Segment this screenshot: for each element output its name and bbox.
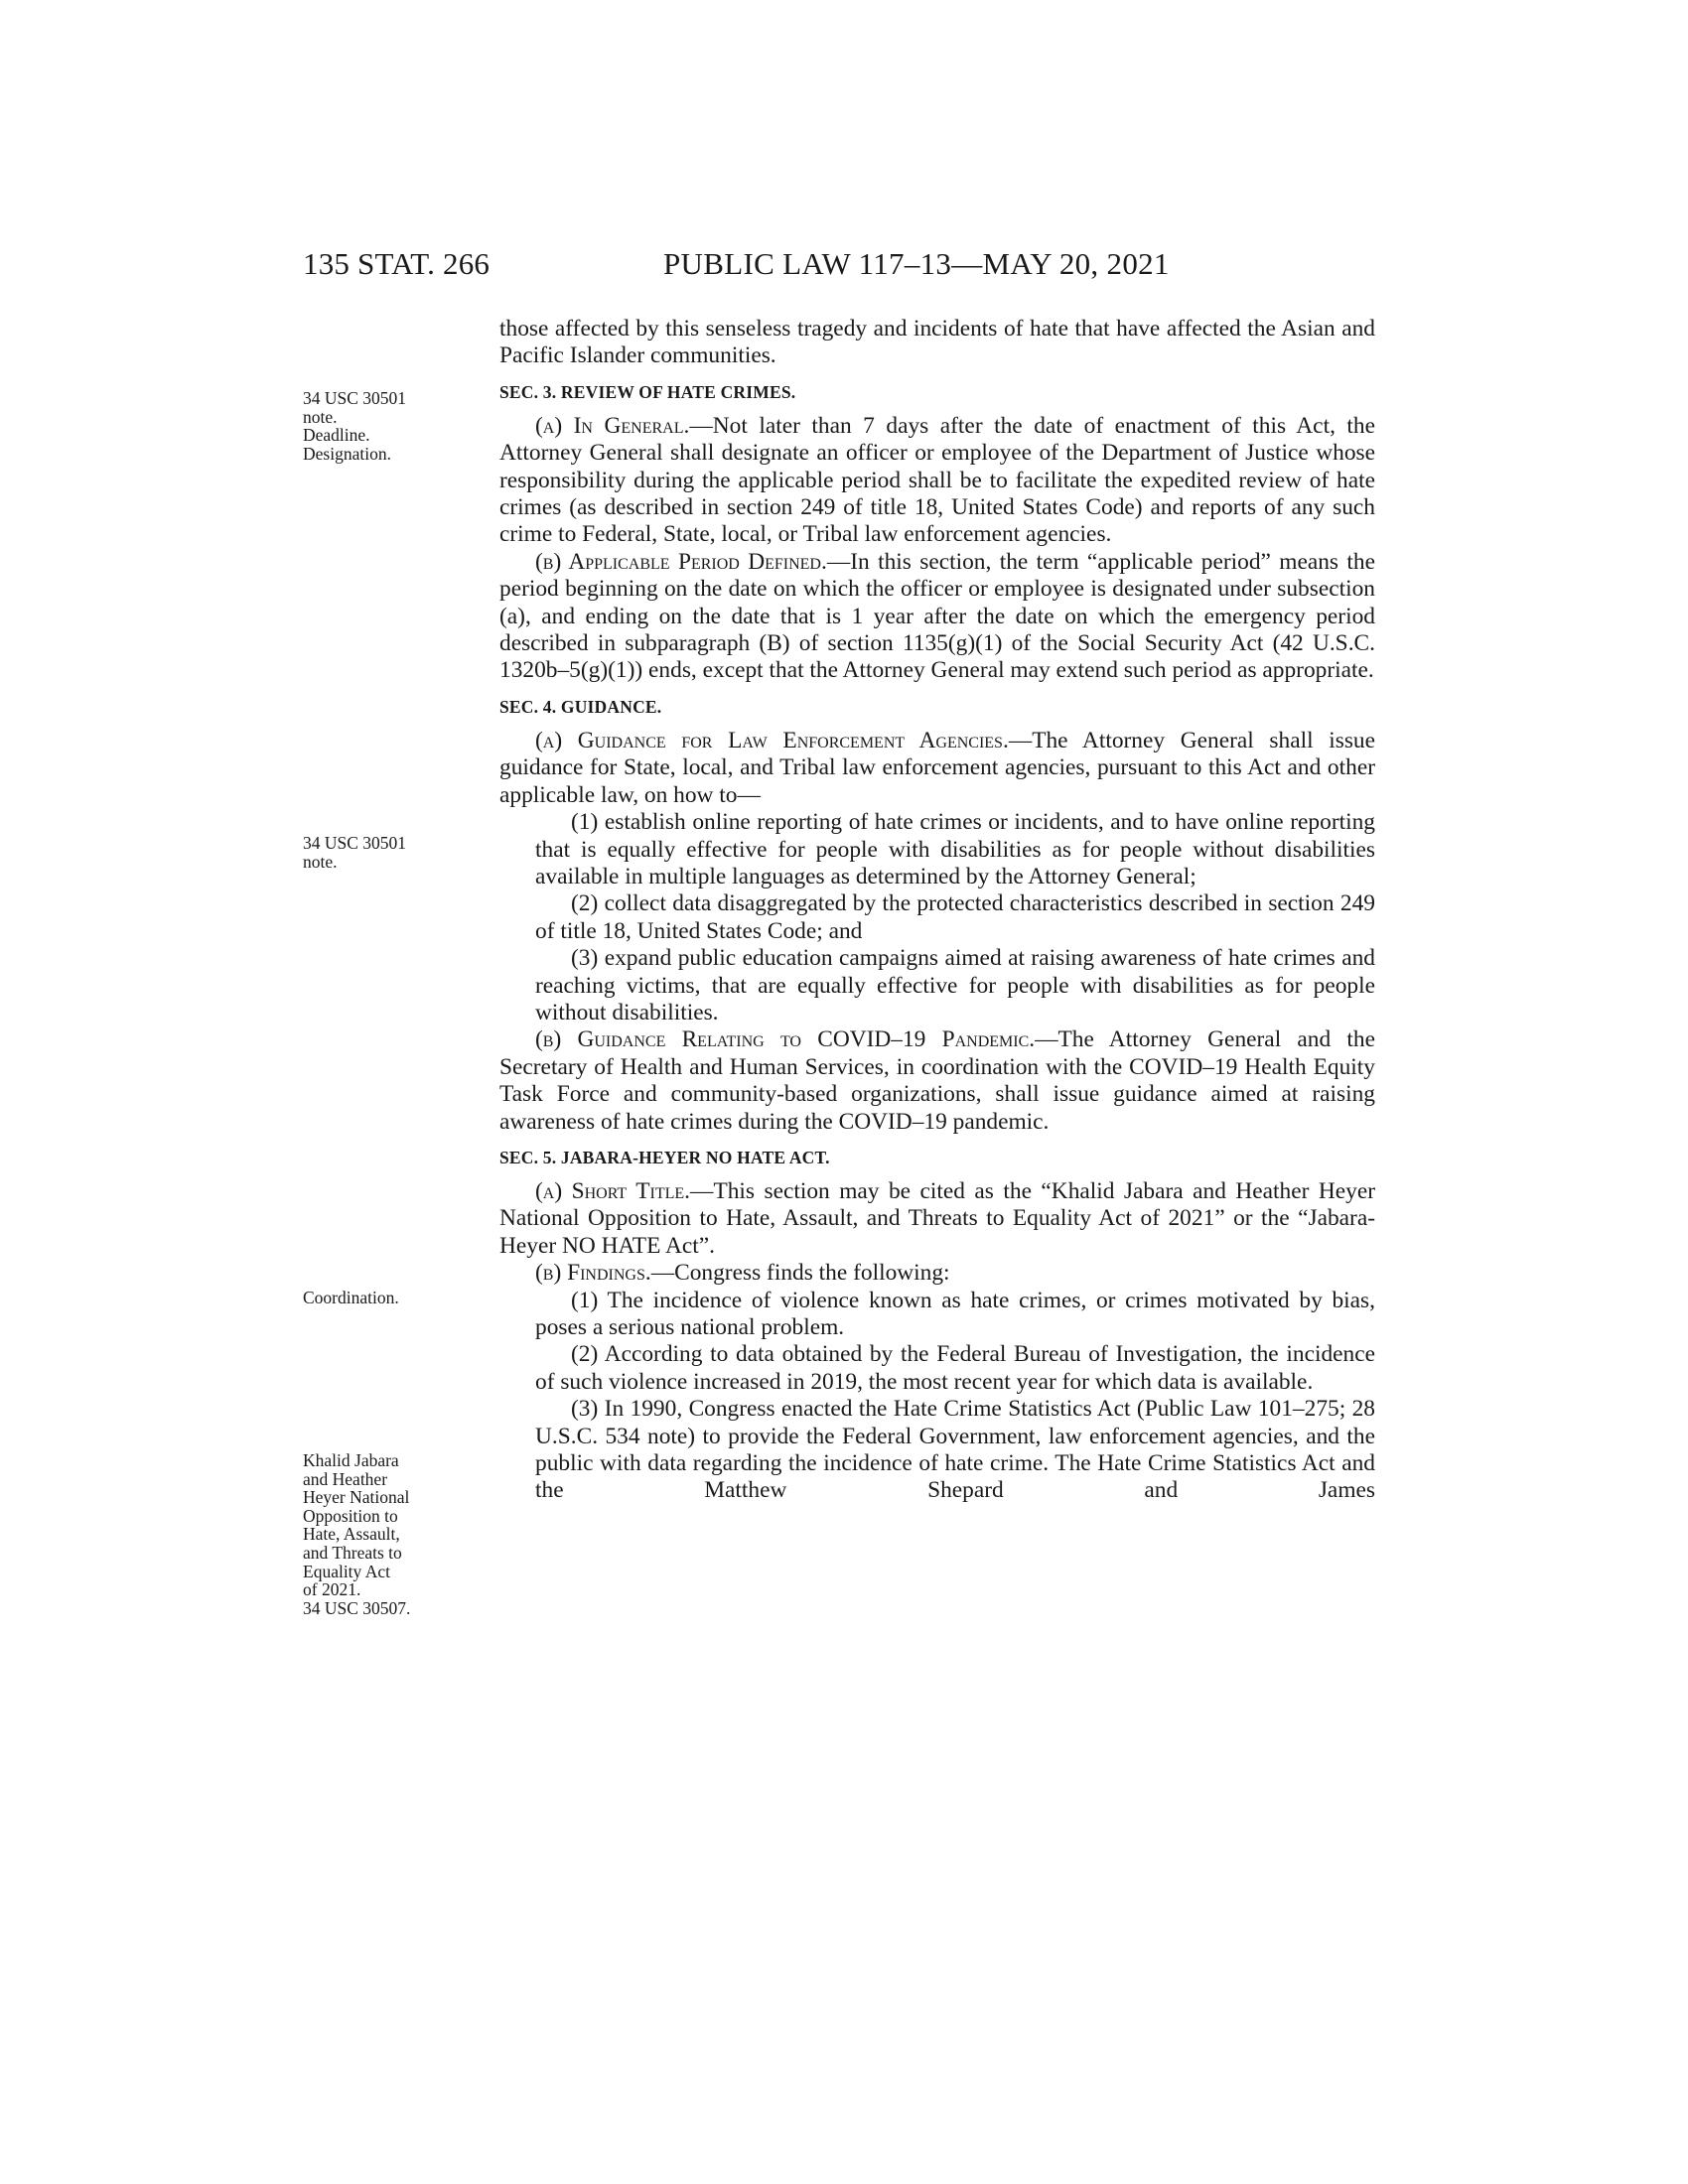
statute-body — [499, 316, 1375, 1505]
section-5-subsection-b — [499, 1260, 1375, 1287]
margin-note-sec4: 34 USC 30501 note. — [303, 833, 407, 872]
section-4-paragraph-2: (2) collect data disaggregated by the protected characteristics described in section 249 of title 18, United States Code; and — [535, 890, 1375, 944]
section-5-finding-3: (3) In 1990, Congress enacted the Hate Crime Statistics Act (Public Law 101–275; 28 U.S.C. 534 note) to provide the Federal Government, law enforcement agencies, and the public with data regarding the incidence of hate crime. The Hate Crime Statistics Act and the Matthew Shepard and James — [535, 1396, 1375, 1504]
public-law-title: PUBLIC LAW 117–13—MAY 20, 2021 — [663, 246, 1170, 281]
subsection-heading: (b) Findings. — [535, 1260, 651, 1287]
margin-note-sec3: 34 USC 30501 note. Deadline. Designation. — [303, 388, 407, 464]
continuation-paragraph: those affected by this senseless tragedy and incidents of hate that have affected the Asian and Pacific Islander communities. — [499, 316, 1375, 369]
subsection-heading: (a) Guidance for Law Enforcement Agencies. — [535, 727, 1009, 753]
page-header — [0, 246, 1688, 286]
section-5-finding-1: (1) The incidence of violence known as hate crimes, or crimes motivated by bias, poses a serious national problem. — [535, 1287, 1375, 1340]
section-3-subsection-a — [499, 413, 1375, 549]
subsection-text: —The Attorney General and the Secretary of Health and Human Services, in coordination with the COVID–19 Health Equity Task Force and community-based organizations, shall issue guidance aimed at raising awareness of hate crimes during the COVID–19 pandemic. — [499, 1026, 1375, 1135]
section-5-heading: SEC. 5. JABARA-HEYER NO HATE ACT. — [499, 1147, 830, 1167]
subsection-text: —Congress finds the following: — [650, 1260, 950, 1287]
subsection-heading: (a) In General. — [535, 412, 690, 439]
section-4-subsection-b — [499, 1026, 1375, 1136]
statute-page-reference: 135 STAT. 266 — [303, 246, 491, 281]
section-4-subsection-a — [499, 728, 1375, 809]
subsection-heading: (a) Short Title. — [535, 1177, 691, 1204]
section-5-finding-2: (2) According to data obtained by the Federal Bureau of Investigation, the incidence of such violence increased in 2019, the most recent year for which data is available. — [535, 1341, 1375, 1395]
section-4-heading: SEC. 4. GUIDANCE. — [499, 696, 662, 717]
margin-note-sec5: Khalid Jabara and Heather Heyer National Opposition to Hate, Assault, and Threats to Equality Act of 2021. 34 USC 30507. — [303, 1450, 411, 1618]
section-3-heading: SEC. 3. REVIEW OF HATE CRIMES. — [499, 381, 796, 402]
section-5-subsection-a — [499, 1178, 1375, 1260]
subsection-text: —The Attorney General shall issue guidance for State, local, and Tribal law enforcement agencies, pursuant to this Act and other applicable law, on how to— — [499, 727, 1376, 808]
subsection-text: —Not later than 7 days after the date of enactment of this Act, the Attorney General shall designate an officer or employee of the Department of Justice whose responsibility during the applicable period shall be to facilitate the expedited review of hate crimes (as described in section 249 of title 18, United States Code) and reports of any such crime to Federal, State, local, or Tribal law enforcement agencies. — [499, 412, 1375, 548]
section-4-paragraph-1: (1) establish online reporting of hate crimes or incidents, and to have online reporting that is equally effective for people with disabilities as for people without disabilities available in multiple languages as determined by the Attorney General; — [535, 809, 1375, 889]
section-3-subsection-b — [499, 549, 1375, 685]
section-4-paragraph-3: (3) expand public education campaigns aimed at raising awareness of hate crimes and reaching victims, that are equally effective for people with disabilities as for people without disabilities. — [535, 945, 1375, 1025]
subsection-heading: (b) Guidance Relating to COVID–19 Pandemic. — [535, 1026, 1036, 1053]
subsection-heading: (b) Applicable Period Defined. — [535, 548, 827, 575]
margin-note-coordination: Coordination. — [303, 1288, 399, 1307]
subsection-text: —In this section, the term “applicable period” means the period beginning on the date on which the officer or employee is designated under subsection (a), and ending on the date that is 1 year after the date on which the emergency period described in subparagraph (B) of section 1135(g)(1) of the Social Security Act (42 U.S.C. 1320b–5(g)(1)) ends, except that the Attorney General may extend such period as appropriate. — [499, 548, 1375, 684]
subsection-text: —This section may be cited as the “Khalid Jabara and Heather Heyer National Opposition to Hate, Assault, and Threats to Equality Act of 2021” or the “Jabara-Heyer NO HATE Act”. — [499, 1177, 1375, 1259]
